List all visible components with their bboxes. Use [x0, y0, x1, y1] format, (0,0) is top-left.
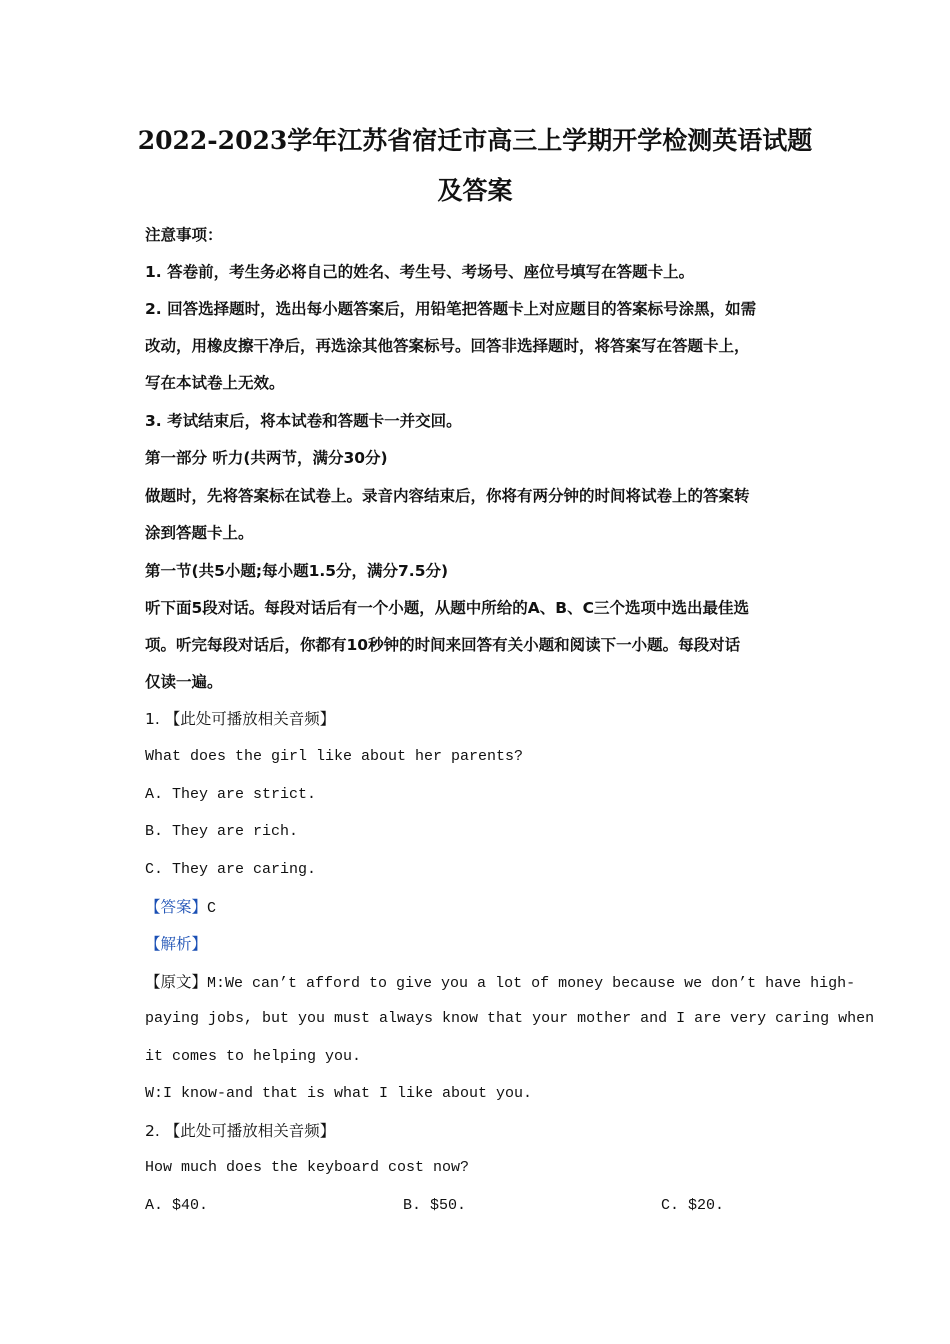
q2-option-b: B. $50.	[403, 1197, 467, 1214]
q2-option-c: C. $20.	[661, 1197, 725, 1214]
q1-question: What does the girl like about her parents?	[145, 748, 524, 765]
notice-item-2-line2: 改动，用橡皮擦干净后，再选涂其他答案标号。回答非选择题时，将答案写在答题卡上，	[145, 337, 750, 355]
section1-intro-line1: 听下面5段对话。每段对话后有一个小题，从题中所给的A、B、C三个选项中选出最佳选	[145, 599, 749, 617]
q1-transcript-text1: M:We can’t afford to give you a lot of money because we don’t have high-	[207, 975, 856, 992]
q1-option-a: A. They are strict.	[145, 786, 317, 803]
q1-transcript-line1	[145, 972, 855, 994]
document-title-line1: 2022-2023学年江苏省宿迁市高三上学期开学检测英语试题	[137, 126, 813, 155]
notice-item-2-line3: 写在本试卷上无效。	[145, 374, 285, 392]
q2-option-a: A. $40.	[145, 1197, 209, 1214]
q1-answer-value: C	[207, 900, 217, 917]
notice-item-3: 3. 考试结束后，将本试卷和答题卡一并交回。	[145, 412, 462, 430]
q2-number: 2. 【此处可播放相关音频】	[145, 1122, 336, 1140]
q1-transcript-line2: paying jobs, but you must always know that your mother and I are very caring when	[145, 1010, 875, 1027]
section1-heading: 第一节(共5小题;每小题1.5分，满分7.5分)	[145, 562, 449, 580]
q1-answer-line	[145, 897, 216, 919]
q1-option-b: B. They are rich.	[145, 823, 299, 840]
section1-intro-line2: 项。听完每段对话后，你都有10秒钟的时间来回答有关小题和阅读下一小题。每段对话	[145, 636, 741, 654]
part1-heading: 第一部分 听力(共两节，满分30分)	[145, 449, 388, 467]
section1-intro-line3: 仅读一遍。	[145, 673, 223, 691]
q1-option-c: C. They are caring.	[145, 861, 317, 878]
notice-item-2-line1: 2. 回答选择题时，选出每小题答案后，用铅笔把答题卡上对应题目的答案标号涂黑，如需	[145, 300, 757, 318]
part1-intro-line1: 做题时，先将答案标在试卷上。录音内容结束后，你将有两分钟的时间将试卷上的答案转	[145, 487, 750, 505]
notice-item-1: 1. 答卷前，考生务必将自己的姓名、考生号、考场号、座位号填写在答题卡上。	[145, 263, 695, 281]
q1-number: 1. 【此处可播放相关音频】	[145, 710, 336, 728]
q1-transcript-line3: it comes to helping you.	[145, 1048, 362, 1065]
document-title-line2: 及答案	[437, 176, 513, 205]
q1-answer-label: 【答案】	[145, 898, 208, 916]
part1-intro-line2: 涂到答题卡上。	[145, 524, 254, 542]
q1-transcript-label: 【原文】	[145, 973, 208, 991]
notice-heading: 注意事项：	[145, 226, 223, 244]
q1-analysis-label: 【解析】	[145, 935, 208, 953]
q2-question: How much does the keyboard cost now?	[145, 1159, 470, 1176]
q1-transcript-line4: W:I know-and that is what I like about you.	[145, 1085, 533, 1102]
